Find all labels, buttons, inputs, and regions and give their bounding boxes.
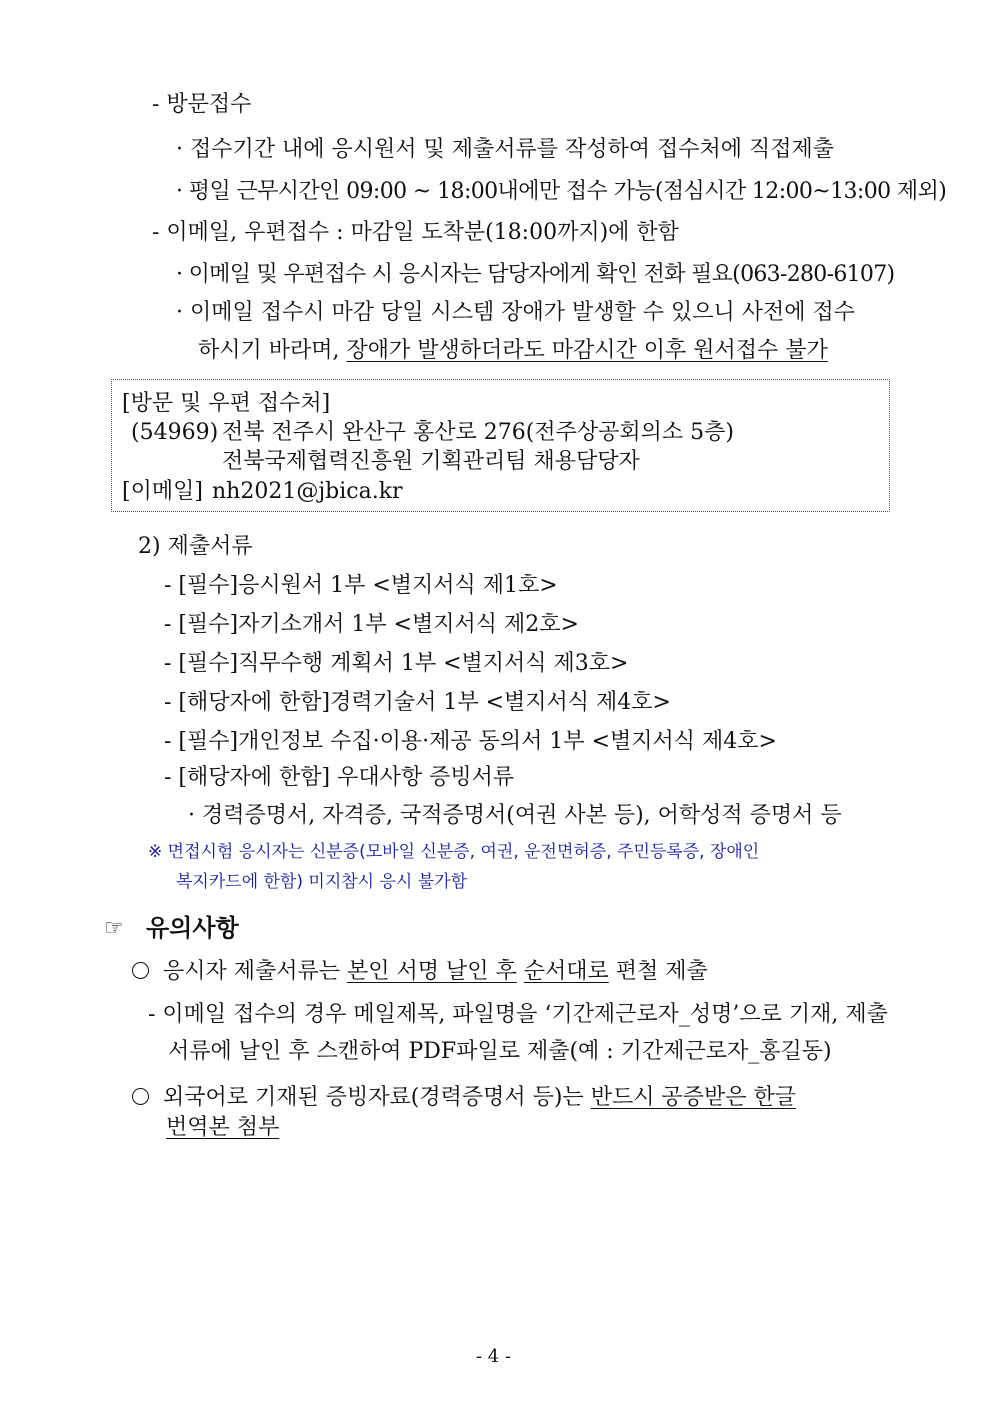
document-item: - [필수]자기소개서 1부 <별지서식 제2호> (164, 612, 579, 637)
visit-item-1: · 접수기간 내에 응시원서 및 제출서류를 작성하여 접수처에 직접제출 (176, 137, 834, 162)
visit-title: - 방문접수 (152, 92, 252, 117)
visit-item-2: · 평일 근무시간인 09:00 ~ 18:00내에만 접수 가능(점심시간 12:00~13:00 제외) (176, 179, 947, 204)
recipient: 전북국제협력진흥원 기획관리팀 채용담당자 (222, 449, 640, 474)
email-label: [이메일] (122, 479, 203, 504)
caution-item-1: 응시자 제출서류는 본인 서명 날인 후 순서대로 편철 제출 (132, 957, 708, 987)
documents-title: 2) 제출서류 (138, 534, 253, 559)
address-box-label: [방문 및 우편 접수처] (122, 391, 331, 416)
document-item: - [필수]개인정보 수집·이용·제공 동의서 1부 <별지서식 제4호> (164, 729, 777, 754)
id-note-line1: ※ 면접시험 응시자는 신분증(모바일 신분증, 여권, 운전면허증, 주민등록증, 장애인 (148, 842, 760, 862)
document-item: - [해당자에 한함] 우대사항 증빙서류 (164, 765, 515, 790)
document-item: - [필수]직무수행 계획서 1부 <별지서식 제3호> (164, 651, 629, 676)
pointing-hand-icon: ☞ (104, 916, 124, 941)
caution-item-1-sub-line1: - 이메일 접수의 경우 메일제목, 파일명을 ‘기간제근로자_성명’으로 기재, 제출 (148, 1002, 888, 1027)
caution-title: 유의사항 (146, 914, 239, 942)
email-post-item-2-line2: 하시기 바라며, 장애가 발생하더라도 마감시간 이후 원서접수 불가 (198, 338, 828, 363)
page-number: - 4 - (476, 1346, 512, 1367)
caution-item-2-line2: 번역본 첨부 (166, 1115, 280, 1140)
document-subitem: · 경력증명서, 자격증, 국적증명서(여권 사본 등), 어학성적 증명서 등 (188, 803, 842, 828)
email-post-title: - 이메일, 우편접수 : 마감일 도착분(18:00까지)에 한함 (152, 220, 679, 245)
circle-bullet-icon (132, 1088, 149, 1105)
deadline-warning: 장애가 발생하더라도 마감시간 이후 원서접수 불가 (346, 338, 828, 363)
postcode: (54969) (131, 420, 219, 445)
document-item: - [필수]응시원서 1부 <별지서식 제1호> (164, 573, 558, 598)
caution-item-2: 외국어로 기재된 증빙자료(경력증명서 등)는 반드시 공증받은 한글 (132, 1083, 796, 1113)
email-address[interactable]: nh2021@jbica.kr (212, 479, 403, 504)
email-post-item-1: · 이메일 및 우편접수 시 응시자는 담당자에게 확인 전화 필요(063-280-6107) (176, 262, 895, 287)
document-item: - [해당자에 한함]경력기술서 1부 <별지서식 제4호> (164, 690, 671, 715)
id-note-line2: 복지카드에 한함) 미지참시 응시 불가함 (176, 872, 467, 892)
circle-bullet-icon (132, 962, 149, 979)
email-post-item-2-line1: · 이메일 접수시 마감 당일 시스템 장애가 발생할 수 있으니 사전에 접수 (176, 300, 855, 325)
address: 전북 전주시 완산구 홍산로 276(전주상공회의소 5층) (222, 420, 734, 445)
caution-item-1-sub-line2: 서류에 날인 후 스캔하여 PDF파일로 제출(예 : 기간제근로자_홍길동) (168, 1039, 832, 1064)
